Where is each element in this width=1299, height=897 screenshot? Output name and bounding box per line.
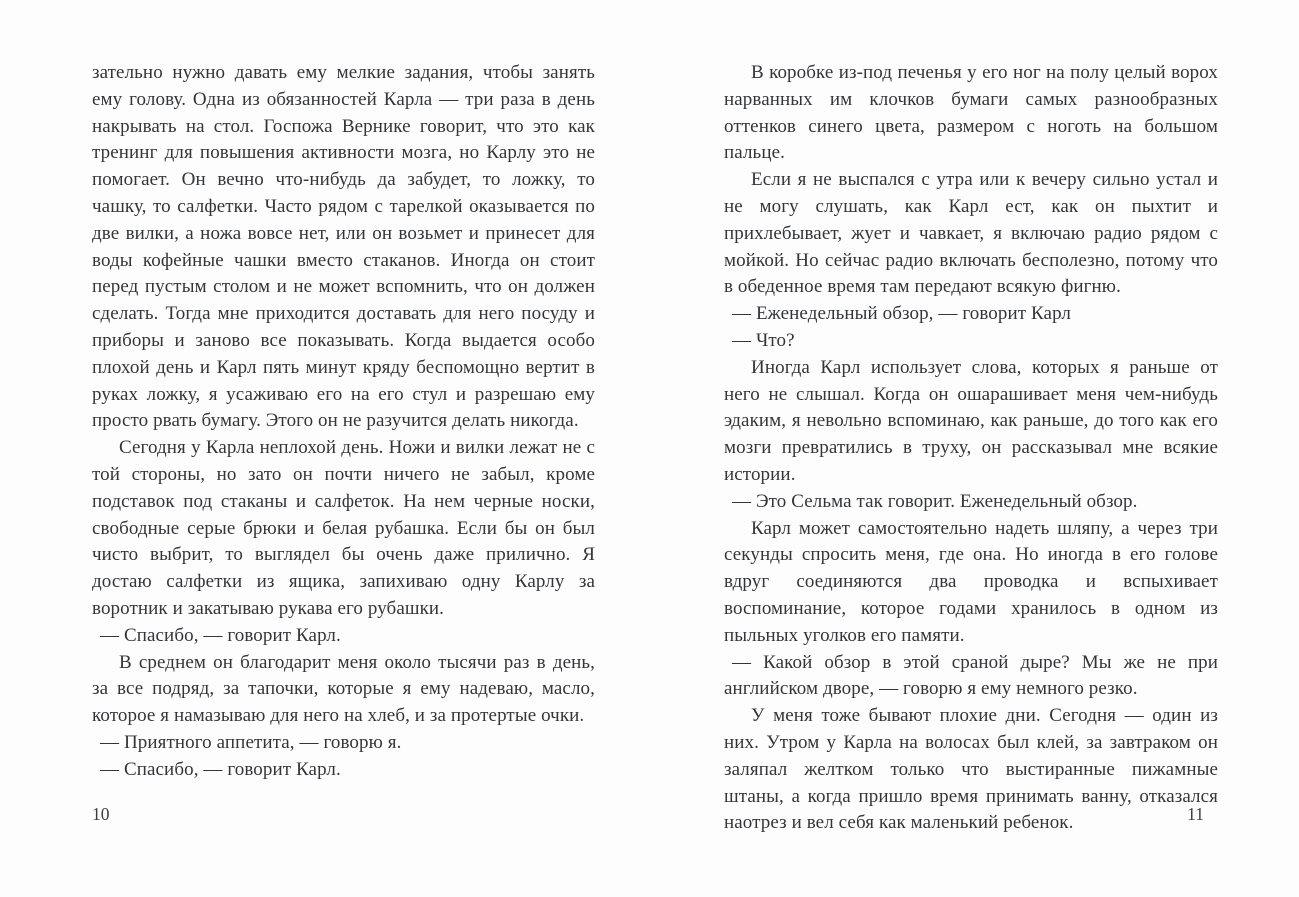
dialog-line: — Спасибо, — говорит Карл. [100, 758, 341, 780]
dialog-line: — Еженедельный обзор, — говорит Карл [732, 303, 1071, 325]
dialog-line: — Это Сельма так говорит. Еженедельный обзор. [732, 490, 1138, 512]
paragraph: Иногда Карл использует слова, которых я раньше от него не слышал. Когда он ошарашивает меня чем-нибудь эдаким, я невольно вспоминаю, как раньше, до того как его мозги превратились в труху, он рассказывал мне всякие истории. [724, 356, 1218, 485]
page-right [650, 0, 1299, 897]
dialog-line: — Какой обзор в этой сраной дыре? Мы же не при английском дворе, — говорю я ему немного резко. [724, 651, 1218, 700]
paragraph: В коробке из-под печенья у его ног на полу целый ворох нарванных им клочков бумаги самых разнообразных оттенков синего цвета, размером с ноготь на большом пальце. [724, 62, 1218, 164]
paragraph: зательно нужно давать ему мелкие задания, чтобы занять ему голову. Одна из обязанностей Карла — три раза в день накрывать на стол. Госпожа Вернике говорит, что это как тренинг для повышения активности мозга, но Карлу это не помогает. Он вечно что-нибудь да забудет, то ложку, то чашку, то салфетки. Часто рядом с тарелкой оказывается по две вилки, а ножа вовсе нет, или он возьмет и принесет для воды кофейные чашки вместо стаканов. Иногда он стоит перед пустым столом и не может вспомнить, что он должен сделать. Тогда мне приходится доставать для него посуду и приборы и заново все показывать. Когда выдается особо плохой день и Карл пять минут кряду беспомощно вертит в руках ложку, я усаживаю его на его стул и разрешаю ему просто рвать бумагу. Этого он не разучится делать никогда. [92, 62, 595, 432]
page-right-text [724, 60, 1218, 837]
page-number-left: 10 [92, 804, 110, 824]
paragraph: Сегодня у Карла неплохой день. Ножи и вилки лежат не с той стороны, но зато он почти ничего не забыл, кроме подставок под стаканы и салфеток. На нем черные носки, свободные серые брюки и белая рубашка. Если бы он был чисто выбрит, то выглядел бы очень даже прилично. Я достаю салфетки из ящика, запихиваю одну Карлу за воротник и закатываю рукава его рубашки. [92, 437, 595, 619]
page-number-right: 11 [1187, 804, 1204, 824]
paragraph: У меня тоже бывают плохие дни. Сегодня — один из них. Утром у Карла на волосах был клей, за завтраком он заляпал желтком только что выстиранные пижамные штаны, а когда пришло время принимать ванну, отказался наотрез и вел себя как маленький ребенок. [724, 705, 1218, 834]
dialog-line: — Спасибо, — говорит Карл. [100, 624, 341, 646]
paragraph: Карл может самостоятельно надеть шляпу, а через три секунды спросить меня, где она. Но иногда в его голове вдруг соединяются два проводка и вспыхивает воспоминание, которое годами хранилось в одном из пыльных уголков его памяти. [724, 517, 1218, 646]
dialog-line: — Что? [732, 329, 795, 351]
dialog-line: — Приятного аппетита, — говорю я. [100, 731, 402, 753]
paragraph: Если я не выспался с утра или к вечеру сильно устал и не могу слушать, как Карл ест, как он пыхтит и прихлебывает, жует и чавкает, я включаю радио рядом с мойкой. Но сейчас радио включать бесполезно, потому что в обеденное время там передают всякую фигню. [724, 169, 1218, 298]
page-left-text [92, 60, 595, 784]
paragraph: В среднем он благодарит меня около тысячи раз в день, за все подряд, за тапочки, которые я ему надеваю, масло, которое я намазываю для него на хлеб, и за протертые очки. [92, 651, 595, 727]
